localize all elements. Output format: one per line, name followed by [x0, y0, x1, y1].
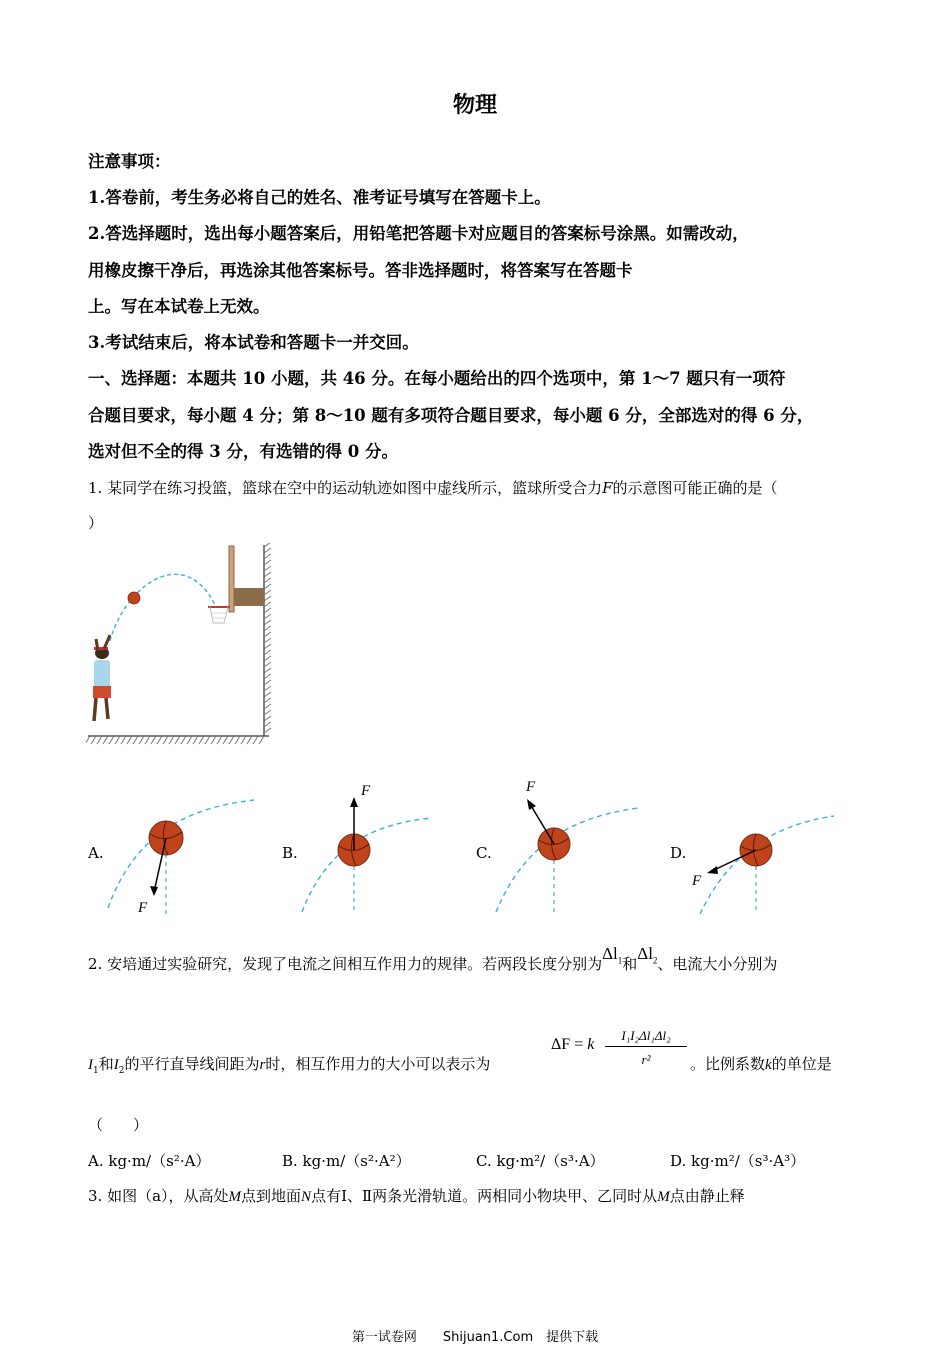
q1-option-c-force-label: F — [526, 779, 536, 795]
notice-heading: 注意事项： — [88, 152, 171, 171]
section-heading-line-2: 合题目要求，每小题 4 分；第 8～10 题有多项符合题目要求，每小题 6 分，全部选对的得 6 分， — [88, 406, 814, 425]
force-formula: ΔF = k — [551, 1036, 595, 1053]
q1-option-d-force-label: F — [692, 873, 702, 889]
question-1-text: 1. 某同学在练习投篮，篮球在空中的运动轨迹如图中虚线所示，篮球所受合力F的示意图可能正确的是（ — [88, 479, 778, 497]
q1-option-a-label: A. — [88, 844, 104, 862]
footer-watermark: 第一试卷网 Shijuan1.Com 提供下载 — [351, 1330, 599, 1345]
basketball-scene-figure — [86, 543, 272, 747]
question-2-text-line-1: 2. 安培通过实验研究，发现了电流之间相互作用力的规律。若两段长度分别为$\Delta l_1$和$\Delta l_2$、电流大小分别为 — [88, 944, 778, 973]
q1-option-a-diagram — [104, 796, 259, 918]
q2-option-d: D. kg·m²/（s³·A³） — [670, 1152, 806, 1170]
question-2-answer-blank: （ ） — [88, 1116, 149, 1134]
formula-numerator: I₁I₂Δl₁Δl₂ — [605, 1028, 687, 1047]
q1-option-d-label: D. — [670, 844, 687, 862]
q1-option-b-label: B. — [282, 844, 298, 862]
q1-option-c-label: C. — [476, 844, 492, 862]
q1-option-c-diagram — [492, 774, 642, 918]
notice-item-3: 3.考试结束后，将本试卷和答题卡一并交回。 — [88, 333, 419, 352]
q2-option-b: B. kg·m/（s²·A²） — [282, 1152, 411, 1170]
q2-option-a: A. kg·m/（s²·A） — [88, 1152, 211, 1170]
q1-option-d-diagram — [686, 810, 836, 918]
section-heading-line-3: 选对但不全的得 3 分，有选错的得 0 分。 — [88, 442, 398, 461]
notice-item-1: 1.答卷前，考生务必将自己的姓名、准考证号填写在答题卡上。 — [88, 188, 551, 207]
q1-option-b-diagram — [298, 780, 438, 918]
question-2-text-line-2-end: 。比例系数k的单位是 — [690, 1055, 832, 1073]
question-1-text-line-2: ） — [88, 514, 104, 532]
notice-item-2-line-3: 上。写在本试卷上无效。 — [88, 297, 270, 316]
question-3-text: 3. 如图（a），从高处M点到地面N点有Ⅰ、Ⅱ两条光滑轨道。两相同小物块甲、乙同时从M点由静止释 — [88, 1187, 745, 1205]
formula-denominator: r² — [641, 1052, 651, 1067]
q1-option-a-force-label: F — [138, 900, 148, 916]
q1-option-b-force-label: F — [361, 783, 371, 799]
q2-option-c: C. kg·m²/（s³·A） — [476, 1152, 605, 1170]
notice-item-2-line-1: 2.答选择题时，选出每小题答案后，用铅笔把答题卡对应题目的答案标号涂黑。如需改动， — [88, 224, 749, 243]
page-title: 物理 — [452, 92, 497, 118]
question-2-text-line-2: $I_1$和$I_2$的平行直导线间距为r时，相互作用力的大小可以表示为 — [88, 1055, 491, 1076]
notice-item-2-line-2: 用橡皮擦干净后，再选涂其他答案标号。答非选择题时，将答案写在答题卡 — [88, 261, 633, 280]
section-heading-line-1: 一、选择题：本题共 10 小题，共 46 分。在每小题给出的四个选项中，第 1～7 题只有一项符 — [88, 369, 786, 388]
